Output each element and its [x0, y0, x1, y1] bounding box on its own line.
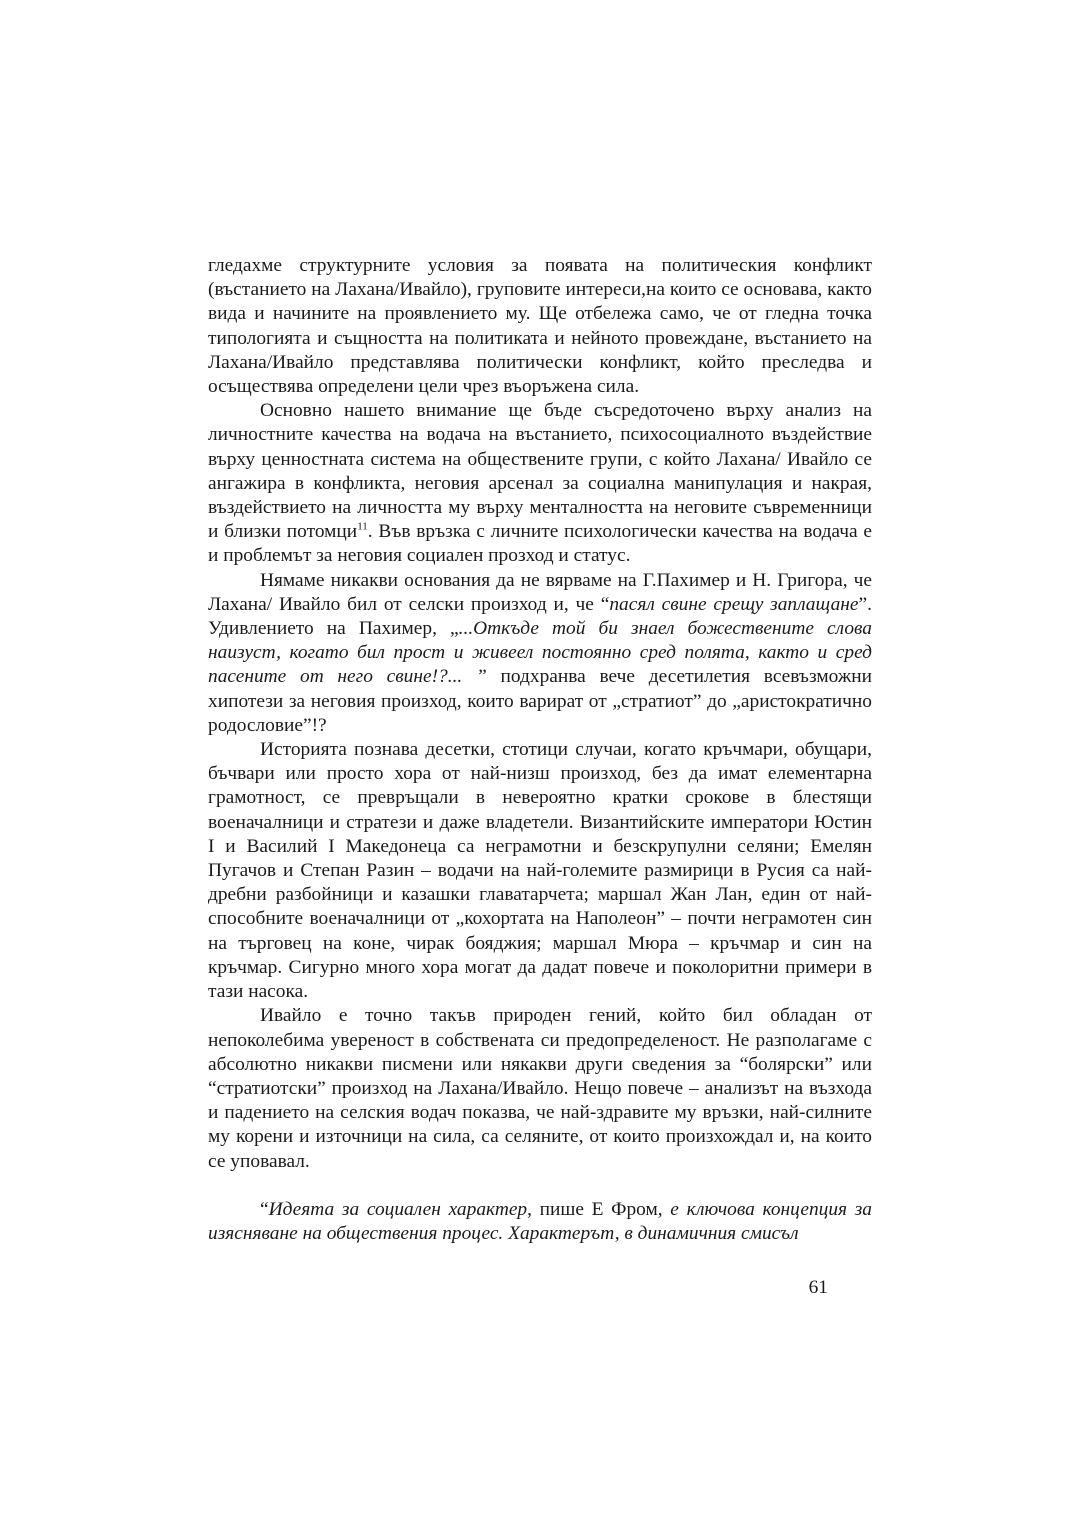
footnote-ref-11: 11: [357, 520, 368, 533]
paragraph-1: гледахме структурните условия за появата на политическия конфликт (въстанието на Лахана/Ивайло), груповите интереси,на които се основава, както вида и начините на проявлението му. Ще отбележа само, че от гледна точка типологията и същността на политиката и нейното провеждане, въстанието на Лахана/Ивайло представлява политически конфликт, който преследва и осъществява определени цели чрез въоръжена сила.: [208, 255, 872, 398]
paragraph-2: Основно нашето внимание ще бъде съсредоточено върху анализ на личностните качества на водача на въстанието, психосоциалното въздействие върху ценностната система на обществените групи, с който Лахана/ Ивайло се ангажира в конфликта, неговия арсенал за социална манипулация и накрая, въздействието на личността му върху менталността на неговите съвременници и близки потомци$^{11}$. Във връзка с личните психологически качества на водача е и проблемът за неговия социален прозход и статус.: [208, 400, 872, 567]
italic-quote: пасял свине срещу заплащане: [609, 593, 859, 615]
italic-quote: ...Откъде той би знаел божествените слова наизуст, когато бил прост и живеел постоянно сред полята, както и сред пасените от него свине!?... ”: [208, 618, 872, 688]
italic-quote: Идеята за социален характер: [268, 1198, 528, 1220]
body-text: [208, 254, 872, 1246]
page-number: 61: [808, 1277, 828, 1298]
italic-quote: , е ключова концепция за изясняване на обществения процес. Характерът, в динамичния смисъл: [208, 1198, 872, 1244]
paragraph-6-quote: “Идеята за социален характер, пише Е Фром, е ключова концепция за изясняване на обществения процес. Характерът, в динамичния смисъл: [208, 1198, 872, 1244]
paragraph-3: Нямаме никакви основания да не вярваме на Г.Пахимер и Н. Григора, че Лахана/ Ивайло бил от селски произход и, че “пасял свине срещу заплащане”. Удивлението на Пахимер, „...Откъде той би знаел божествените слова наизуст, когато бил прост и живеел постоянно сред полята, както и сред пасените от него свине!?... ” подхранва вече десетилетия всевъзможни хипотези за неговия произход, които варират от „стратиот” до „аристократично родословие”!?: [208, 569, 872, 736]
paragraph-5: Ивайло е точно такъв природен гений, който бил обладан от непоколебима увереност в собствената си предопределеност. Не разполагаме с абсолютно никакви писмени или някакви други сведения за “болярски” или “стратиотски” произход на Лахана/Ивайло. Нещо повече – анализът на възхода и падението на селския водач показва, че най-здравите му връзки, най-силните му корени и източници на сила, са селяните, от които произхождал и, на които се уповавал.: [208, 1005, 872, 1172]
paragraph-4: Историята познава десетки, стотици случаи, когато кръчмари, обущари, бъчвари или просто хора от най-низш произход, без да имат елементарна грамотност, се превръщали в невероятно кратки срокове в блестящи военачалници и стратези и даже владетели. Византийските императори Юстин I и Василий I Македонеца са неграмотни и безскрупулни селяни; Емелян Пугачов и Степан Разин – водачи на най-големите размирици в Русия са най-дребни разбойници и казашки главатарчета; маршал Жан Лан, един от най-способните военачалници от „кохортата на Наполеон” – почти неграмотен син на търговец на коне, чирак бояджия; маршал Мюра – кръчмар и син на кръчмар. Сигурно много хора могат да дадат повече и поколоритни примери в тази насока.: [208, 739, 872, 1003]
